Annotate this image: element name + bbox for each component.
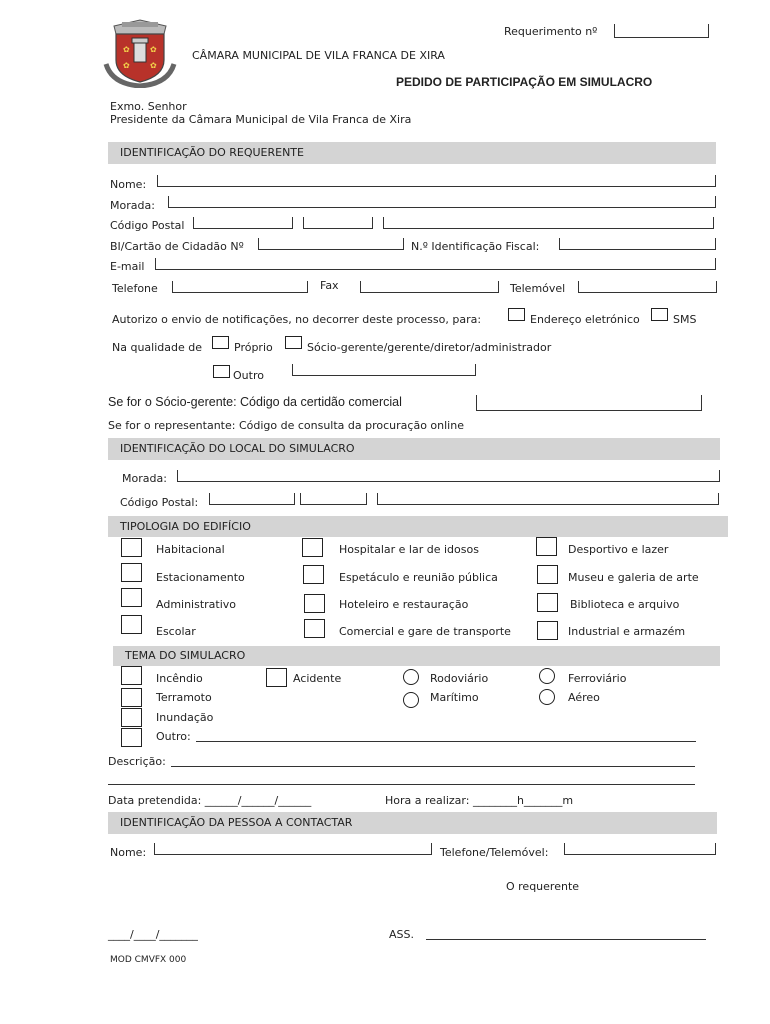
outro-tema-label: Outro: (156, 730, 191, 743)
bi-label: BI/Cartão de Cidadão Nº (110, 240, 244, 253)
autorizo-text: Autorizo o envio de notificações, no decorrer deste processo, para: (112, 313, 482, 326)
localidade-field[interactable] (383, 217, 714, 229)
footer-date: ____/____/_______ (108, 928, 198, 941)
fax-field[interactable] (360, 281, 499, 293)
section-local: IDENTIFICAÇÃO DO LOCAL DO SIMULACRO (108, 438, 720, 460)
nif-label: N.º Identificação Fiscal: (411, 240, 540, 253)
certidao-field[interactable] (476, 395, 702, 411)
terramoto-checkbox[interactable] (121, 688, 142, 707)
outro-qualidade-field[interactable] (292, 364, 476, 376)
desportivo-label: Desportivo e lazer (568, 543, 669, 556)
svg-text:✿: ✿ (150, 45, 157, 54)
local-codigo-postal-label: Código Postal: (120, 496, 199, 509)
contacto-nome-label: Nome: (110, 846, 147, 859)
aereo-label: Aéreo (568, 691, 600, 704)
outro-qualidade-checkbox[interactable] (213, 365, 230, 378)
outro-tema-checkbox[interactable] (121, 728, 142, 747)
descricao-label: Descrição: (108, 755, 166, 768)
maritimo-radio[interactable] (403, 692, 419, 708)
nome-field[interactable] (157, 175, 716, 187)
comercial-checkbox[interactable] (304, 619, 325, 638)
addressee-line2: Presidente da Câmara Municipal de Vila Franca de Xira (110, 113, 412, 126)
administrativo-label: Administrativo (156, 598, 237, 611)
section-tema: TEMA DO SIMULACRO (113, 646, 720, 666)
socio-certidao-label: Se for o Sócio-gerente: Código da certidão comercial (108, 395, 402, 409)
proprio-checkbox[interactable] (212, 336, 229, 349)
escolar-checkbox[interactable] (121, 615, 142, 634)
inundacao-label: Inundação (156, 711, 214, 724)
ferroviario-radio[interactable] (539, 668, 555, 684)
museu-label: Museu e galeria de arte (568, 571, 699, 584)
estacionamento-checkbox[interactable] (121, 563, 142, 582)
email-field[interactable] (155, 258, 716, 270)
local-codigo-postal-field-1[interactable] (209, 493, 295, 505)
requerimento-label: Requerimento nº (504, 25, 598, 38)
municipality-name: CÂMARA MUNICIPAL DE VILA FRANCA DE XIRA (192, 49, 445, 62)
estacionamento-label: Estacionamento (156, 571, 245, 584)
hoteleiro-label: Hoteleiro e restauração (339, 598, 469, 611)
addressee-line1: Exmo. Senhor (110, 100, 187, 113)
municipal-seal (102, 16, 178, 88)
terramoto-label: Terramoto (156, 691, 212, 704)
contacto-nome-field[interactable] (154, 843, 432, 855)
comercial-label: Comercial e gare de transporte (339, 625, 511, 638)
telefone-label: Telefone (112, 282, 158, 295)
rodoviario-radio[interactable] (403, 669, 419, 685)
representante-label: Se for o representante: Código de consulta da procuração online (108, 419, 464, 432)
morada-field[interactable] (168, 196, 716, 208)
section-contacto: IDENTIFICAÇÃO DA PESSOA A CONTACTAR (108, 812, 717, 834)
svg-text:✿: ✿ (123, 45, 130, 54)
local-codigo-postal-field-2[interactable] (300, 493, 367, 505)
hospitalar-checkbox[interactable] (302, 538, 323, 557)
ferroviario-label: Ferroviário (568, 672, 627, 685)
museu-checkbox[interactable] (537, 565, 558, 584)
incendio-checkbox[interactable] (121, 666, 142, 685)
outro-tema-line[interactable] (196, 740, 696, 742)
socio-label: Sócio-gerente/gerente/diretor/administrador (307, 341, 552, 354)
administrativo-checkbox[interactable] (121, 588, 142, 607)
form-title: PEDIDO DE PARTICIPAÇÃO EM SIMULACRO (396, 75, 653, 89)
codigo-postal-field-2[interactable] (303, 217, 373, 229)
telemovel-field[interactable] (578, 281, 717, 293)
telefone-field[interactable] (172, 281, 308, 293)
bi-field[interactable] (258, 238, 404, 250)
codigo-postal-label: Código Postal (110, 219, 185, 232)
hora-realizar: Hora a realizar: ________h_______m (385, 794, 574, 807)
section-tipologia: TIPOLOGIA DO EDIFÍCIO (108, 516, 728, 537)
local-morada-field[interactable] (177, 470, 720, 482)
contacto-telefone-field[interactable] (564, 843, 716, 855)
industrial-label: Industrial e armazém (568, 625, 686, 638)
espetaculo-label: Espetáculo e reunião pública (339, 571, 498, 584)
morada-label: Morada: (110, 199, 155, 212)
endereco-eletronico-checkbox[interactable] (508, 308, 525, 321)
ass-label: ASS. (389, 928, 414, 941)
maritimo-label: Marítimo (430, 691, 479, 704)
hoteleiro-checkbox[interactable] (304, 594, 325, 613)
local-morada-label: Morada: (122, 472, 167, 485)
biblioteca-checkbox[interactable] (537, 593, 558, 612)
signature-line[interactable] (426, 938, 706, 940)
espetaculo-checkbox[interactable] (303, 565, 324, 584)
acidente-checkbox[interactable] (266, 668, 287, 687)
telemovel-label: Telemóvel (510, 282, 566, 295)
endereco-eletronico-label: Endereço eletrónico (530, 313, 640, 326)
nome-label: Nome: (110, 178, 147, 191)
habitacional-checkbox[interactable] (121, 538, 142, 557)
svg-text:✿: ✿ (123, 61, 130, 70)
codigo-postal-field-1[interactable] (193, 217, 293, 229)
incendio-label: Incêndio (156, 672, 203, 685)
email-label: E-mail (110, 260, 145, 273)
escolar-label: Escolar (156, 625, 196, 638)
socio-checkbox[interactable] (285, 336, 302, 349)
outro-qualidade-label: Outro (233, 369, 264, 382)
qualidade-label: Na qualidade de (112, 341, 202, 354)
svg-text:✿: ✿ (150, 61, 157, 70)
nif-field[interactable] (559, 238, 716, 250)
descricao-line-1[interactable] (171, 765, 695, 767)
sms-label: SMS (673, 313, 697, 326)
descricao-line-2[interactable] (108, 783, 695, 785)
mod-code: MOD CMVFX 000 (110, 955, 187, 965)
contacto-telefone-label: Telefone/Telemóvel: (440, 846, 549, 859)
habitacional-label: Habitacional (156, 543, 225, 556)
fax-label: Fax (320, 279, 339, 292)
desportivo-checkbox[interactable] (536, 537, 557, 556)
section-requerente: IDENTIFICAÇÃO DO REQUERENTE (108, 142, 716, 164)
inundacao-checkbox[interactable] (121, 708, 142, 727)
aereo-radio[interactable] (539, 689, 555, 705)
hospitalar-label: Hospitalar e lar de idosos (339, 543, 479, 556)
requerimento-field[interactable] (614, 24, 709, 38)
local-localidade-field[interactable] (377, 493, 719, 505)
data-pretendida: Data pretendida: ______/______/______ (108, 794, 312, 807)
biblioteca-label: Biblioteca e arquivo (570, 598, 680, 611)
acidente-label: Acidente (293, 672, 342, 685)
requerente-signature-label: O requerente (506, 880, 580, 893)
industrial-checkbox[interactable] (537, 621, 558, 640)
sms-checkbox[interactable] (651, 308, 668, 321)
proprio-label: Próprio (234, 341, 273, 354)
rodoviario-label: Rodoviário (430, 672, 489, 685)
